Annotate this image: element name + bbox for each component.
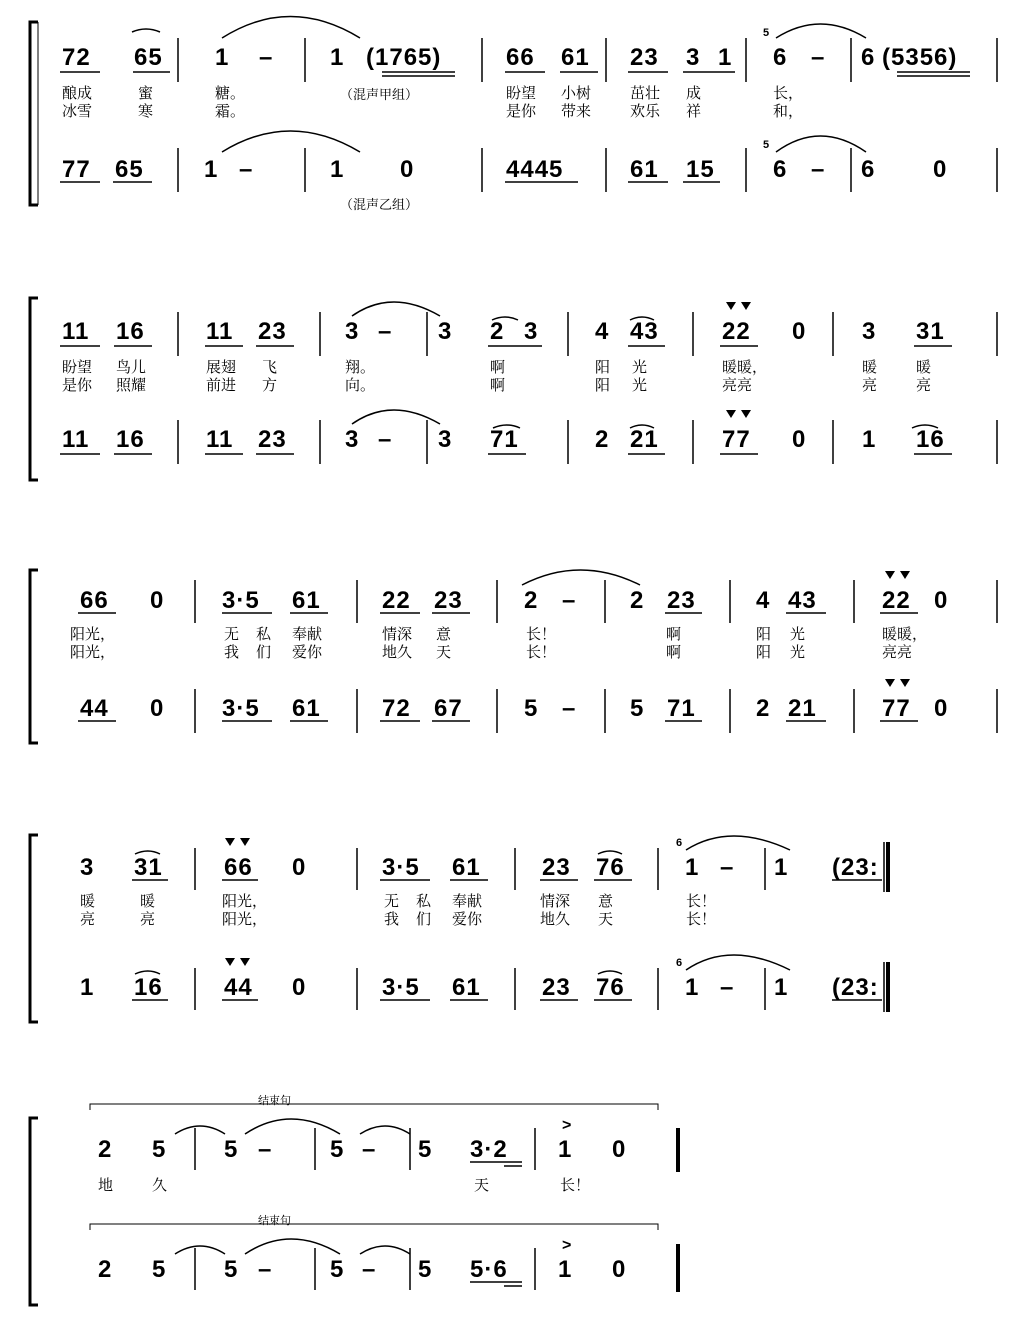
lyric: 阳 xyxy=(756,626,772,643)
lyric: 暖 xyxy=(80,893,96,910)
note: 23 xyxy=(258,318,287,345)
lyric: 阳光， xyxy=(222,911,268,928)
note: 11 xyxy=(206,318,234,345)
note: 0 xyxy=(792,318,807,345)
note: 66 xyxy=(224,854,253,881)
lyric: 亮 xyxy=(80,911,96,928)
note: 1 xyxy=(330,44,345,71)
lyric: 照耀 xyxy=(116,377,147,394)
lyric: 暖 xyxy=(916,359,932,376)
lyric: 长！ xyxy=(560,1177,591,1194)
lyric: 私 xyxy=(256,626,272,643)
note: 0 xyxy=(933,156,948,183)
dash: – xyxy=(720,974,735,1001)
lyric: 情深 xyxy=(540,893,571,910)
lyric: 爱你 xyxy=(452,911,483,928)
lyric: 前进 xyxy=(206,377,237,394)
lyric: 光 xyxy=(790,626,806,643)
lyric: 无 xyxy=(224,626,240,643)
note: 66 xyxy=(80,587,109,614)
note: 71 xyxy=(490,426,519,453)
dash: – xyxy=(258,1136,273,1163)
dash: – xyxy=(259,44,274,71)
lyric: 阳光， xyxy=(70,644,116,661)
dash: – xyxy=(239,156,254,183)
note: 1 xyxy=(204,156,219,183)
lyric: 小树 xyxy=(561,85,592,102)
note: 0 xyxy=(612,1136,627,1163)
note: (5356) xyxy=(882,44,958,71)
note: 2 xyxy=(630,587,645,614)
note: 5 xyxy=(418,1256,433,1283)
note: 3·5 xyxy=(222,587,260,614)
lyric: 冰雪 xyxy=(62,103,93,120)
note: 5 xyxy=(152,1256,167,1283)
lyric: 阳 xyxy=(595,359,611,376)
accent-mark: > xyxy=(562,1117,572,1134)
note: 61 xyxy=(292,695,321,722)
accent-mark: > xyxy=(562,1237,572,1254)
lyric: 翔。 xyxy=(345,359,376,376)
note: 3 xyxy=(345,426,360,453)
lyric: 暖 xyxy=(862,359,878,376)
lyric: 鸟儿 xyxy=(116,359,147,376)
note: 5 xyxy=(330,1136,345,1163)
lyric: 亮亮 xyxy=(722,377,753,394)
note: 61 xyxy=(561,44,590,71)
note: 0 xyxy=(150,695,165,722)
system-5 xyxy=(0,1095,1023,1330)
lyric: 啊 xyxy=(666,626,682,643)
lyric: 寒 xyxy=(138,103,154,120)
note: 23 xyxy=(667,587,696,614)
note: 1 xyxy=(685,854,700,881)
note: 61 xyxy=(452,854,481,881)
note: 3·5 xyxy=(382,854,420,881)
note: 43 xyxy=(630,318,659,345)
lyric: 亮 xyxy=(862,377,878,394)
note: 43 xyxy=(788,587,817,614)
note: 4445 xyxy=(506,156,564,183)
note: 1 xyxy=(718,44,733,71)
lyric: 和， xyxy=(773,103,804,120)
lyric: 奉献 xyxy=(292,626,323,643)
note: 61 xyxy=(452,974,481,1001)
system-1 xyxy=(0,0,1023,230)
dash: – xyxy=(362,1136,377,1163)
system-4 xyxy=(0,830,1023,1060)
lyric: 亮 xyxy=(140,911,156,928)
note: 0 xyxy=(150,587,165,614)
note: 44 xyxy=(80,695,109,722)
dash: – xyxy=(720,854,735,881)
lyric: 长， xyxy=(773,85,804,102)
note: 21 xyxy=(788,695,817,722)
note: 6 xyxy=(861,156,876,183)
note: 0 xyxy=(934,587,949,614)
note: 22 xyxy=(382,587,411,614)
lyric: 意 xyxy=(598,893,614,910)
grace-note: 6 xyxy=(676,837,683,849)
note: 77 xyxy=(722,426,751,453)
note: 0 xyxy=(934,695,949,722)
lyric: 暖暖， xyxy=(722,359,768,376)
lyric: 亮 xyxy=(916,377,932,394)
note: 1 xyxy=(685,974,700,1001)
note: 72 xyxy=(382,695,411,722)
note: 23 xyxy=(542,974,571,1001)
lyric: 啊 xyxy=(490,377,506,394)
lyric: 向。 xyxy=(345,377,376,394)
lyric: 奉献 xyxy=(452,893,483,910)
lyric: 地久 xyxy=(540,911,571,928)
note: 76 xyxy=(596,854,625,881)
lyric: 光 xyxy=(632,359,648,376)
lyric: 糖。 xyxy=(215,85,246,102)
lyric: 们 xyxy=(256,644,272,661)
note: 16 xyxy=(134,974,163,1001)
lyric: 阳 xyxy=(595,377,611,394)
part-label: （混声乙组） xyxy=(340,197,419,212)
dash: – xyxy=(258,1256,273,1283)
note: 6 xyxy=(773,44,788,71)
note: 1 xyxy=(558,1136,573,1163)
note: 23 xyxy=(630,44,659,71)
note: 3 xyxy=(686,44,701,71)
note: 31 xyxy=(134,854,163,881)
note: 1 xyxy=(558,1256,573,1283)
note: 15 xyxy=(686,156,715,183)
note: 72 xyxy=(62,44,91,71)
lyric: 阳 xyxy=(756,644,772,661)
note: 5 xyxy=(418,1136,433,1163)
note: 22 xyxy=(722,318,751,345)
lyric: 们 xyxy=(416,911,432,928)
note: 23 xyxy=(258,426,287,453)
lyric: 光 xyxy=(632,377,648,394)
note: 1 xyxy=(80,974,95,1001)
note: 2 xyxy=(756,695,771,722)
lyric: 久 xyxy=(152,1177,168,1194)
lyric: 我 xyxy=(224,644,240,661)
grace-note: 6 xyxy=(676,957,683,969)
note: 0 xyxy=(400,156,415,183)
note: 65 xyxy=(115,156,144,183)
lyric: 欢乐 xyxy=(630,103,661,120)
lyric: 啊 xyxy=(490,359,506,376)
note: 4 xyxy=(756,587,771,614)
note: 1 xyxy=(330,156,345,183)
lyric: 是你 xyxy=(506,103,537,120)
lyric: 情深 xyxy=(382,626,413,643)
note: 65 xyxy=(134,44,163,71)
note: 2 xyxy=(524,587,539,614)
note: 66 xyxy=(506,44,535,71)
note: 16 xyxy=(116,426,145,453)
lyric: 阳光， xyxy=(70,626,116,643)
lyric: 蜜 xyxy=(138,85,154,102)
lyric: 无 xyxy=(384,893,400,910)
system-2 xyxy=(0,290,1023,520)
note: 16 xyxy=(116,318,145,345)
note: (23: xyxy=(832,854,879,881)
note: 0 xyxy=(612,1256,627,1283)
note: 3 xyxy=(438,426,453,453)
note: 0 xyxy=(792,426,807,453)
lyric: 天 xyxy=(474,1177,490,1194)
lyric: 长！ xyxy=(526,626,557,643)
note: 31 xyxy=(916,318,945,345)
note: 23 xyxy=(542,854,571,881)
note: (1765) xyxy=(366,44,442,71)
dash: – xyxy=(378,318,393,345)
lyric: 盼望 xyxy=(506,85,537,102)
lyric: 地 xyxy=(98,1177,114,1194)
note: 77 xyxy=(882,695,911,722)
note: 2 xyxy=(595,426,610,453)
lyric: 方 xyxy=(262,377,278,394)
lyric: 祥 xyxy=(686,103,702,120)
dash: – xyxy=(811,44,826,71)
lyric: 天 xyxy=(436,644,452,661)
lyric: 暖 xyxy=(140,893,156,910)
note: 3·2 xyxy=(470,1136,508,1163)
note: 5·6 xyxy=(470,1256,508,1283)
ending-label: 结束句 xyxy=(258,1095,291,1107)
lyric: 茁壮 xyxy=(630,85,661,102)
lyric: 长！ xyxy=(526,644,557,661)
note: 5 xyxy=(330,1256,345,1283)
note: 71 xyxy=(667,695,696,722)
note: 1 xyxy=(862,426,877,453)
note: 2 xyxy=(490,318,505,345)
note: 2 xyxy=(98,1136,113,1163)
note: 3 xyxy=(862,318,877,345)
note: (23: xyxy=(832,974,879,1001)
lyric: 光 xyxy=(790,644,806,661)
dash: – xyxy=(562,695,577,722)
note: 11 xyxy=(206,426,234,453)
lyric: 展翅 xyxy=(206,359,237,376)
note: 4 xyxy=(595,318,610,345)
lyric: 意 xyxy=(436,626,452,643)
system-5-lines xyxy=(0,1100,1023,1330)
note: 0 xyxy=(292,974,307,1001)
lyric: 私 xyxy=(416,893,432,910)
lyric: 啊 xyxy=(666,644,682,661)
note: 1 xyxy=(215,44,230,71)
note: 5 xyxy=(224,1136,239,1163)
dash: – xyxy=(378,426,393,453)
note: 61 xyxy=(630,156,659,183)
note: 44 xyxy=(224,974,253,1001)
note: 5 xyxy=(630,695,645,722)
note: 2 xyxy=(98,1256,113,1283)
ending-label: 结束句 xyxy=(258,1215,291,1227)
lyric: 亮亮 xyxy=(882,644,913,661)
note: 16 xyxy=(916,426,945,453)
dash: – xyxy=(362,1256,377,1283)
note: 3 xyxy=(438,318,453,345)
note: 6 xyxy=(773,156,788,183)
lyric: 长！ xyxy=(686,893,717,910)
note: 21 xyxy=(630,426,659,453)
lyric: 地久 xyxy=(382,644,413,661)
lyric: 是你 xyxy=(62,377,93,394)
dash: – xyxy=(811,156,826,183)
lyric: 盼望 xyxy=(62,359,93,376)
note: 67 xyxy=(434,695,463,722)
note: 3 xyxy=(80,854,95,881)
lyric: 爱你 xyxy=(292,644,323,661)
lyric: 酿成 xyxy=(62,85,93,102)
note: 61 xyxy=(292,587,321,614)
note: 23 xyxy=(434,587,463,614)
lyric: 长！ xyxy=(686,911,717,928)
note: 11 xyxy=(62,426,90,453)
note: 77 xyxy=(62,156,91,183)
note: 5 xyxy=(152,1136,167,1163)
note: 3·5 xyxy=(382,974,420,1001)
note: 22 xyxy=(882,587,911,614)
lyric: 暖暖， xyxy=(882,626,928,643)
grace-note: 5 xyxy=(763,139,770,151)
note: 3·5 xyxy=(222,695,260,722)
note: 5 xyxy=(524,695,539,722)
note: 11 xyxy=(62,318,90,345)
system-3 xyxy=(0,565,1023,795)
note: 5 xyxy=(224,1256,239,1283)
lyric: 飞 xyxy=(262,359,278,376)
note: 3 xyxy=(524,318,539,345)
note: 3 xyxy=(345,318,360,345)
lyric: 带来 xyxy=(561,103,592,120)
note: 1 xyxy=(774,854,789,881)
grace-note: 5 xyxy=(763,27,770,39)
lyric: 我 xyxy=(384,911,400,928)
lyric: 阳光， xyxy=(222,893,268,910)
note: 6 xyxy=(861,44,876,71)
note: 0 xyxy=(292,854,307,881)
lyric: 天 xyxy=(598,911,614,928)
dash: – xyxy=(562,587,577,614)
part-label: （混声甲组） xyxy=(340,87,419,102)
note: 76 xyxy=(596,974,625,1001)
lyric: 成 xyxy=(686,85,702,102)
note: 1 xyxy=(774,974,789,1001)
lyric: 霜。 xyxy=(215,103,246,120)
